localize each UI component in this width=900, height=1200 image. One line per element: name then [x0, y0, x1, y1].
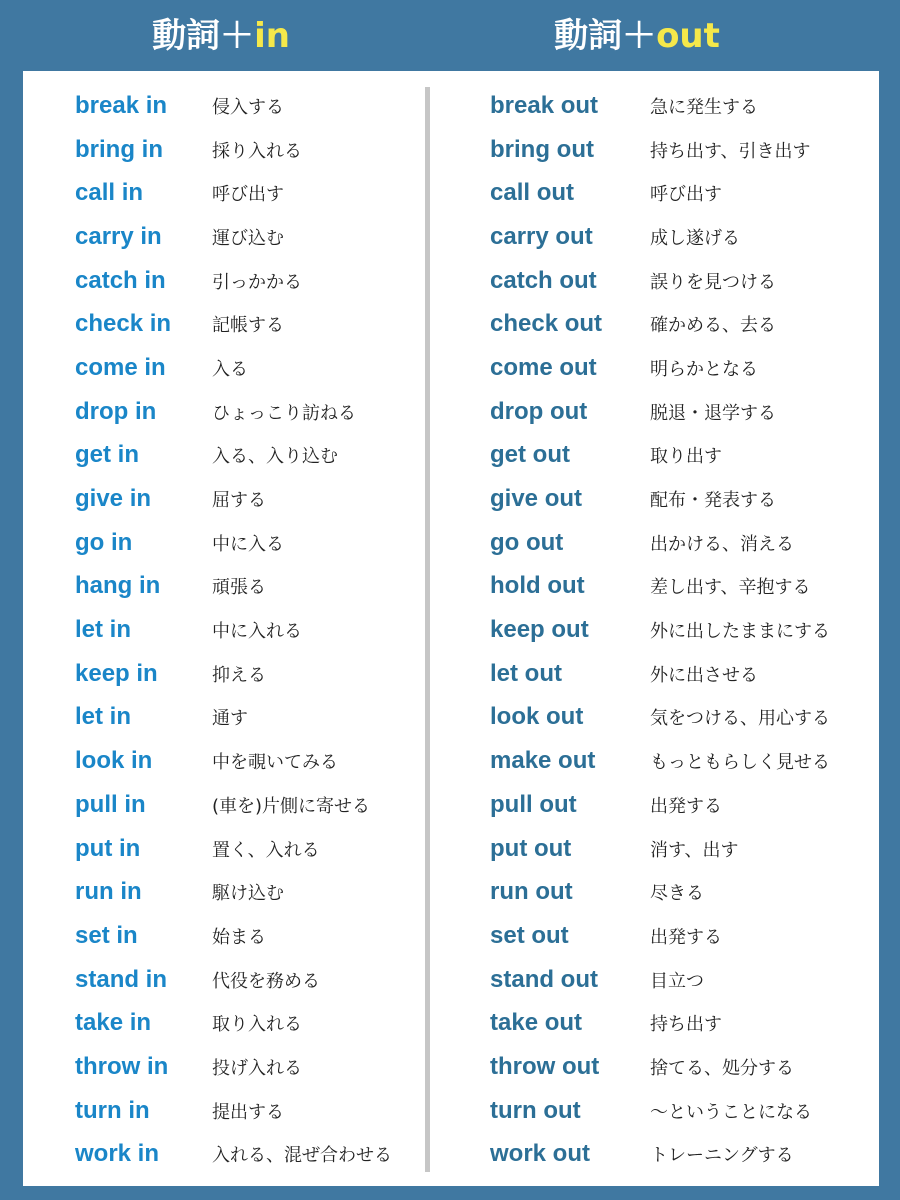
out-verb-row	[490, 477, 870, 521]
verb-meaning: 取り出す	[650, 446, 722, 468]
out-verb-row	[490, 565, 870, 609]
in-verb-row	[75, 259, 415, 303]
verb-meaning: 〜ということになる	[650, 1101, 812, 1123]
phrasal-verb: give in	[75, 485, 152, 513]
verb-meaning: 投げ入れる	[212, 1057, 302, 1079]
out-verb-row	[490, 259, 870, 303]
phrasal-verb: work in	[75, 1140, 160, 1168]
verb-meaning: 中に入れる	[212, 621, 302, 643]
in-verb-row	[75, 215, 415, 259]
phrasal-verb: put out	[490, 834, 572, 862]
verb-meaning: 代役を務める	[212, 970, 320, 992]
verb-meaning: トレーニングする	[650, 1145, 794, 1167]
verb-meaning: 始まる	[212, 926, 266, 948]
phrasal-verb: drop out	[490, 397, 588, 425]
verb-meaning: 入る、入り込む	[212, 446, 338, 468]
phrasal-verb: give out	[490, 485, 583, 513]
in-verb-row	[75, 171, 415, 215]
verb-meaning: 明らかとなる	[650, 358, 758, 380]
verb-meaning: 頑張る	[212, 577, 266, 599]
phrasal-verb: set out	[490, 921, 569, 949]
out-verb-row	[490, 1089, 870, 1133]
verb-meaning: 入る	[212, 358, 248, 380]
in-verb-row	[75, 434, 415, 478]
out-verb-row	[490, 390, 870, 434]
phrasal-verb: put in	[75, 834, 141, 862]
verb-meaning: 気をつける、用心する	[650, 708, 830, 730]
verb-meaning: 消す、出す	[650, 839, 739, 861]
in-verb-row	[75, 521, 415, 565]
phrasal-verb: stand in	[75, 965, 168, 993]
out-verb-row	[490, 870, 870, 914]
out-column-header	[436, 8, 838, 64]
phrasal-verb: hang in	[75, 572, 161, 600]
phrasal-verb: catch out	[490, 266, 597, 294]
in-verb-row	[75, 783, 415, 827]
out-verb-row	[490, 128, 870, 172]
phrasal-verb: carry out	[490, 222, 593, 250]
in-verb-row	[75, 128, 415, 172]
verb-meaning: 駆け込む	[212, 883, 284, 905]
verb-meaning: 脱退・退学する	[650, 402, 776, 424]
in-verb-row	[75, 1045, 415, 1089]
in-header-prefix: 動詞＋	[152, 16, 255, 56]
phrasal-verb: let in	[75, 616, 132, 644]
in-verb-row	[75, 870, 415, 914]
verb-meaning: 目立つ	[650, 970, 704, 992]
out-verb-row	[490, 958, 870, 1002]
verb-meaning: 持ち出す、引き出す	[650, 140, 811, 162]
verb-meaning: 運び込む	[212, 227, 284, 249]
phrasal-verb: drop in	[75, 397, 157, 425]
phrasal-verb: throw out	[490, 1052, 600, 1080]
phrasal-verb: run in	[75, 878, 142, 906]
verb-meaning: 成し遂げる	[650, 227, 740, 249]
in-verb-list	[75, 84, 415, 1176]
verb-meaning: 入れる、混ぜ合わせる	[212, 1145, 392, 1167]
verb-meaning: 確かめる、去る	[650, 315, 776, 337]
phrasal-verb: go in	[75, 528, 133, 556]
phrasal-verb: come in	[75, 353, 166, 381]
phrasal-verb: throw in	[75, 1052, 169, 1080]
phrasal-verb: get in	[75, 441, 139, 469]
in-verb-row	[75, 565, 415, 609]
phrasal-verb: turn in	[75, 1096, 150, 1124]
in-verb-row	[75, 1133, 415, 1177]
verb-meaning: 通す	[212, 708, 248, 730]
phrasal-verb: set in	[75, 921, 138, 949]
phrasal-verb: keep in	[75, 659, 158, 687]
phrasal-verb: break in	[75, 91, 168, 119]
phrasal-verb: bring out	[490, 135, 594, 163]
phrasal-verb: bring in	[75, 135, 163, 163]
out-header-prefix: 動詞＋	[554, 16, 657, 56]
phrasal-verb: call out	[490, 179, 575, 207]
phrasal-verb: take in	[75, 1009, 152, 1037]
verb-meaning: 置く、入れる	[212, 839, 320, 861]
phrasal-verb: pull out	[490, 790, 577, 818]
verb-meaning: 尽きる	[650, 883, 704, 905]
verb-meaning: 配布・発表する	[650, 490, 776, 512]
verb-meaning: (車を)片側に寄せる	[212, 795, 371, 817]
verb-meaning: 外に出させる	[650, 664, 758, 686]
phrasal-verb: turn out	[490, 1096, 581, 1124]
phrasal-verb: make out	[490, 747, 596, 775]
verb-meaning: 抑える	[212, 664, 266, 686]
verb-meaning: 屈する	[212, 490, 266, 512]
out-verb-row	[490, 739, 870, 783]
in-verb-row	[75, 652, 415, 696]
out-verb-row	[490, 652, 870, 696]
out-verb-row	[490, 521, 870, 565]
out-verb-row	[490, 608, 870, 652]
verb-meaning: 捨てる、処分する	[650, 1057, 794, 1079]
in-header-suffix: in	[254, 16, 290, 56]
out-verb-row	[490, 1133, 870, 1177]
verb-meaning: ひょっこり訪ねる	[212, 402, 356, 424]
in-column-header	[20, 8, 422, 64]
in-verb-row	[75, 346, 415, 390]
verb-meaning: 中に入る	[212, 533, 284, 555]
verb-meaning: 持ち出す	[650, 1014, 722, 1036]
phrasal-verb: work out	[490, 1140, 590, 1168]
phrasal-verb: check in	[75, 310, 172, 338]
phrasal-verb: call in	[75, 179, 144, 207]
out-verb-row	[490, 1045, 870, 1089]
out-header-suffix: out	[656, 16, 720, 56]
out-verb-row	[490, 215, 870, 259]
in-verb-row	[75, 914, 415, 958]
phrasal-verb: go out	[490, 528, 564, 556]
verb-meaning: 急に発生する	[650, 96, 758, 118]
in-verb-row	[75, 608, 415, 652]
phrasal-verb: catch in	[75, 266, 166, 294]
verb-meaning: 引っかかる	[212, 271, 302, 293]
phrasal-verb: break out	[490, 91, 599, 119]
verb-meaning: 採り入れる	[212, 140, 302, 162]
verb-meaning: 誤りを見つける	[650, 271, 776, 293]
phrasal-verb: let in	[75, 703, 132, 731]
phrasal-verb: hold out	[490, 572, 585, 600]
verb-meaning: 呼び出す	[650, 184, 722, 206]
phrasal-verb: carry in	[75, 222, 162, 250]
phrasal-verb: look in	[75, 747, 153, 775]
verb-meaning: 外に出したままにする	[650, 621, 830, 643]
phrasal-verb: get out	[490, 441, 570, 469]
phrasal-verb: run out	[490, 878, 573, 906]
out-verb-row	[490, 346, 870, 390]
verb-meaning: もっともらしく見せる	[650, 752, 830, 774]
verb-meaning: 出かける、消える	[650, 533, 794, 555]
in-verb-row	[75, 84, 415, 128]
in-verb-row	[75, 696, 415, 740]
phrasal-verb: let out	[490, 659, 562, 687]
phrasal-verb: keep out	[490, 616, 589, 644]
vocabulary-card	[23, 71, 879, 1186]
out-verb-row	[490, 914, 870, 958]
verb-meaning: 提出する	[212, 1101, 284, 1123]
out-verb-row	[490, 171, 870, 215]
phrasal-verb: look out	[490, 703, 584, 731]
in-verb-row	[75, 827, 415, 871]
in-verb-row	[75, 1001, 415, 1045]
out-verb-row	[490, 84, 870, 128]
verb-meaning: 中を覗いてみる	[212, 752, 338, 774]
out-verb-row	[490, 783, 870, 827]
out-verb-row	[490, 696, 870, 740]
in-verb-row	[75, 477, 415, 521]
in-verb-row	[75, 1089, 415, 1133]
verb-meaning: 呼び出す	[212, 184, 284, 206]
verb-meaning: 侵入する	[212, 96, 284, 118]
in-verb-row	[75, 958, 415, 1002]
in-verb-row	[75, 390, 415, 434]
phrasal-verb: take out	[490, 1009, 583, 1037]
out-verb-row	[490, 434, 870, 478]
phrasal-verb: come out	[490, 353, 597, 381]
in-verb-row	[75, 739, 415, 783]
verb-meaning: 差し出す、辛抱する	[650, 577, 811, 599]
column-divider	[425, 87, 430, 1172]
out-verb-row	[490, 302, 870, 346]
verb-meaning: 記帳する	[212, 315, 284, 337]
verb-meaning: 取り入れる	[212, 1014, 302, 1036]
verb-meaning: 出発する	[650, 795, 722, 817]
phrasal-verb: pull in	[75, 790, 146, 818]
phrasal-verb: stand out	[490, 965, 598, 993]
phrasal-verb: check out	[490, 310, 603, 338]
out-verb-list	[490, 84, 870, 1176]
in-verb-row	[75, 302, 415, 346]
out-verb-row	[490, 827, 870, 871]
verb-meaning: 出発する	[650, 926, 722, 948]
out-verb-row	[490, 1001, 870, 1045]
